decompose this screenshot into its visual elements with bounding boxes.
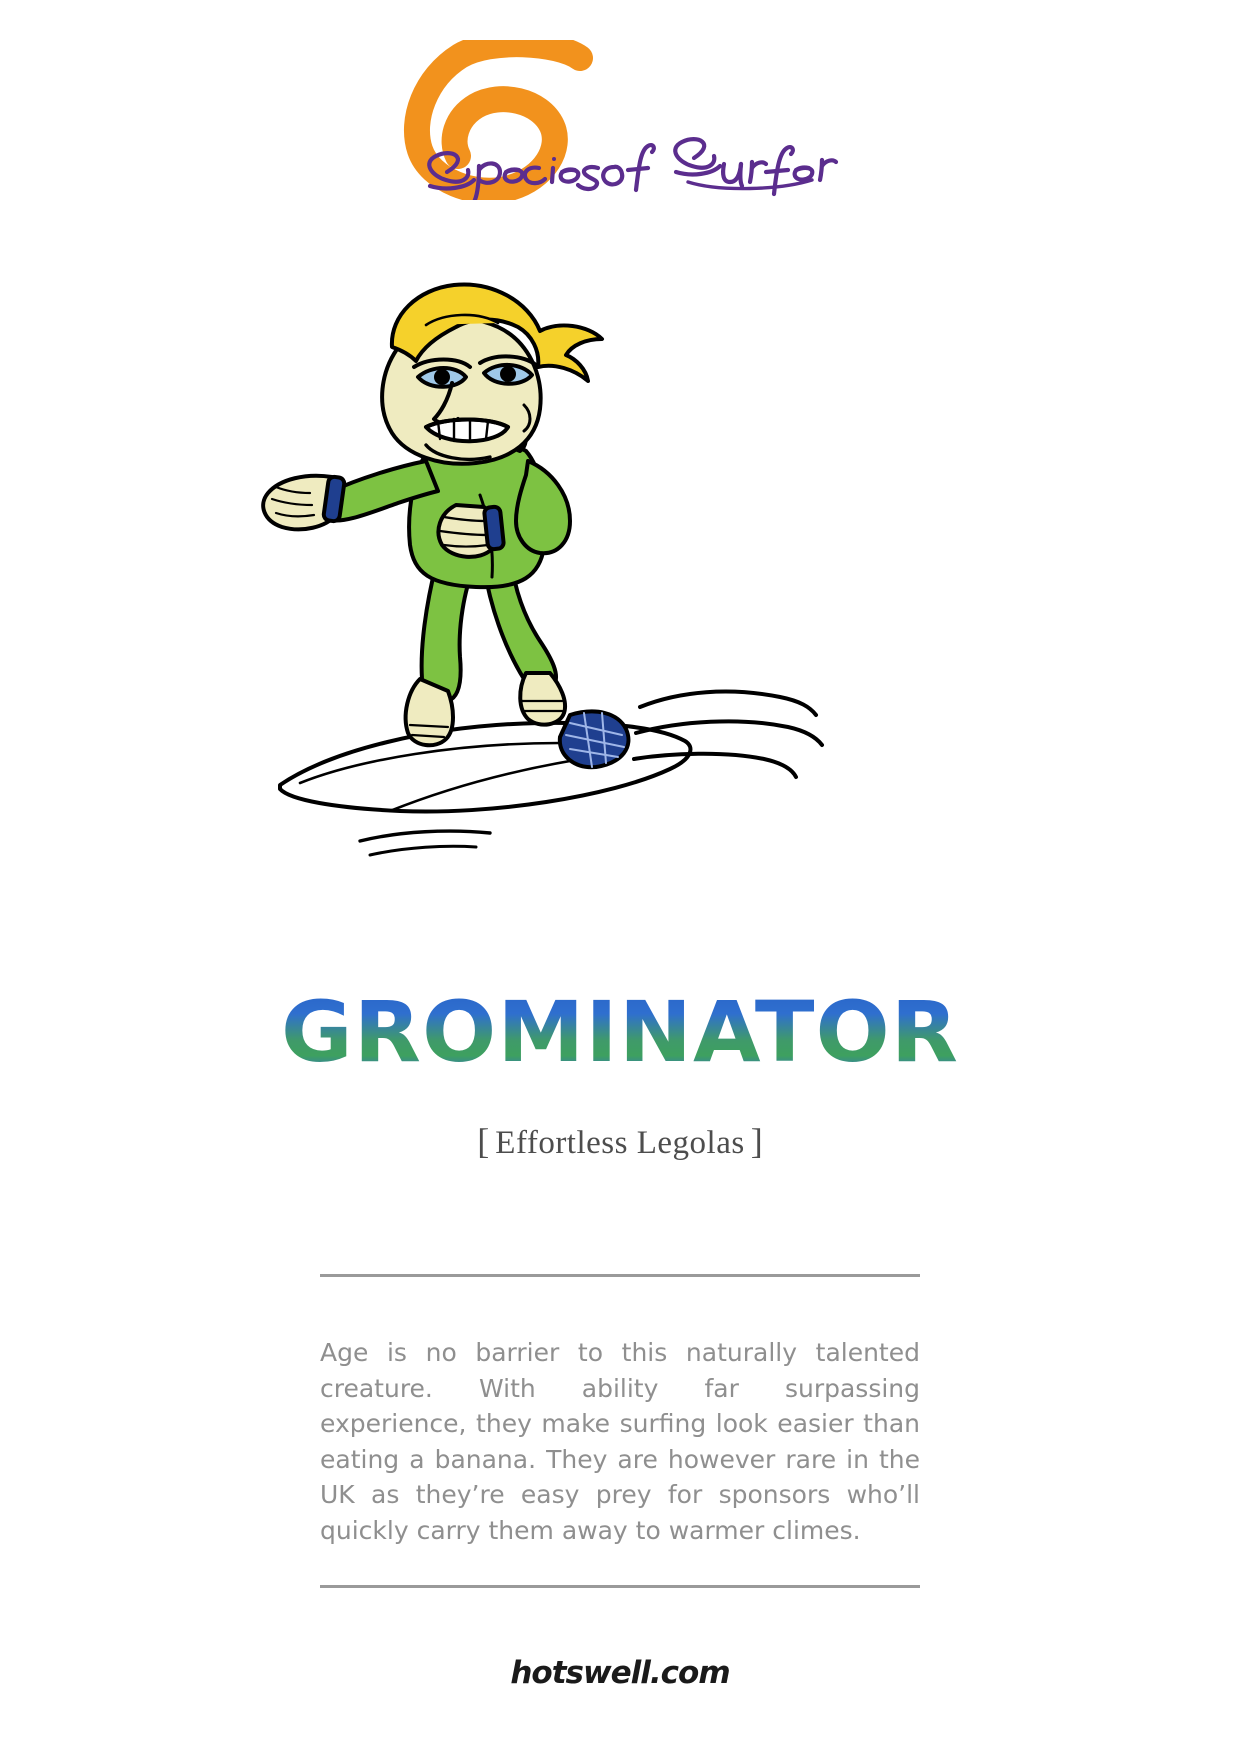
footer-website: hotswell.com bbox=[510, 1655, 730, 1691]
subtitle-block bbox=[0, 1120, 1240, 1162]
divider-top bbox=[320, 1274, 920, 1277]
grominator-illustration bbox=[240, 255, 880, 875]
right-arm bbox=[516, 461, 570, 553]
subtitle-text: Effortless Legolas bbox=[495, 1125, 745, 1161]
divider-bottom bbox=[320, 1585, 920, 1588]
title-block bbox=[0, 983, 1240, 1081]
subtitle-close-bracket: ] bbox=[750, 1121, 763, 1161]
board-fin bbox=[560, 711, 629, 767]
page-title: GROMINATOR bbox=[280, 983, 960, 1081]
brand-logo bbox=[0, 40, 1240, 200]
description-text: Age is no barrier to this naturally talented creature. With ability far surpassing experience, they make surfing look easier than eating a banana. They are however rare in the UK as they’re easy prey for sponsors who’ll quickly carry them away to warmer climes. bbox=[320, 1338, 920, 1545]
footer bbox=[0, 1655, 1240, 1691]
subtitle-open-bracket: [ bbox=[477, 1121, 490, 1161]
